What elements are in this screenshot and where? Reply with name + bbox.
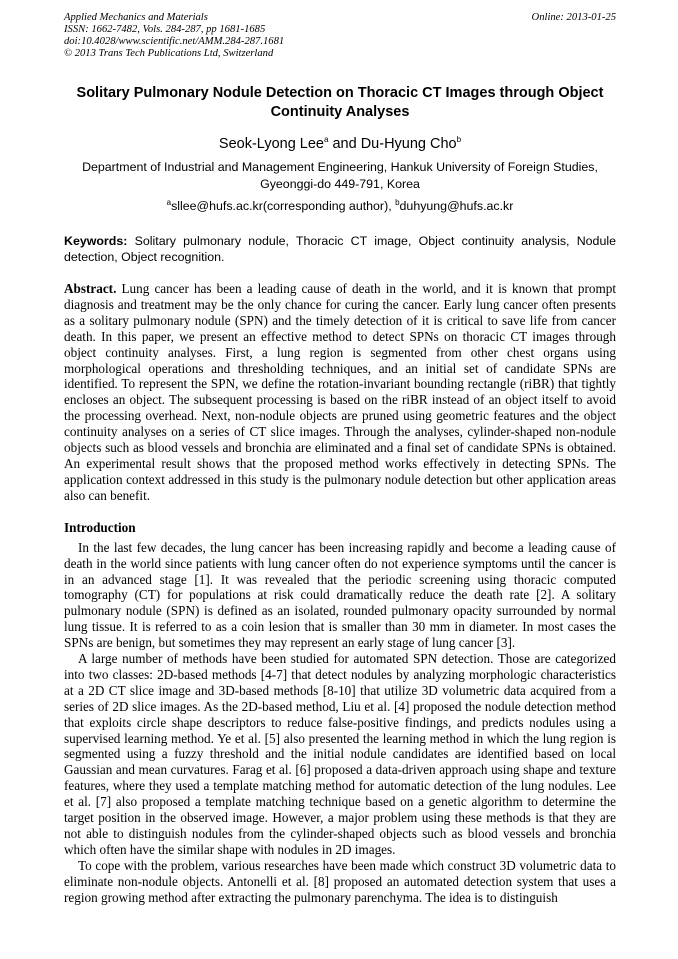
email-address: duhyung@hufs.ac.kr — [399, 199, 514, 213]
affiliation: Department of Industrial and Management Engineering, Hankuk University of Foreign Studies, Gyeonggi-do 449-791, Korea — [82, 160, 598, 191]
email-address: sllee@hufs.ac.kr(corresponding author), — [171, 199, 396, 213]
email-superscript: b — [395, 197, 400, 207]
online-date: Online: 2013-01-25 — [531, 12, 616, 23]
author-name: Du-Hyung Cho — [360, 136, 457, 152]
journal-header — [64, 12, 616, 62]
copyright-line: © 2013 Trans Tech Publications Ltd, Switzerland — [64, 48, 274, 59]
paper-title: Solitary Pulmonary Nodule Detection on Thoracic CT Images through Object Continuity Analyses — [76, 85, 604, 120]
author-superscript: a — [324, 135, 329, 145]
abstract — [64, 281, 616, 504]
paper-page — [64, 12, 616, 906]
body-paragraph: In the last few decades, the lung cancer has been increasing rapidly and become a leading cause of death in the world since patients with lung cancer often do not experience symptoms until the cancer is in an advanced stage [1]. It was revealed that the periodic screening using thoracic computed tomography (CT) for populations at risk could dramatically reduce the death rate [2]. A solitary pulmonary nodule (SPN) is defined as an isolated, rounded pulmonary opacity surrounded by normal lung tissue. It is referred to as a coin lesion that is smaller than 30 mm in diameter. In most cases the SPNs are benign, but sometimes they may represent an early stage of lung cancer [3]. — [64, 539, 616, 651]
keywords — [64, 233, 616, 265]
email-line — [64, 198, 616, 215]
body-paragraph: A large number of methods have been studied for automated SPN detection. Those are categorized into two classes: 2D-based methods [4-7] that detect nodules by analyzing morphologic characteristics at a 2D CT slice image and 3D-based methods [8-10] that utilize 3D volumetric data acquired from a series of 2D slice images. As the 2D-based method, Liu et al. [4] proposed the nodule detection method that exploits circle shape descriptors to reduce false-positive findings, and predicts nodules using a supervised learning method. Ye et al. [5] also presented the learning method in which the lung region is segmented using a fuzzy threshold and the initial nodule candidates are identified based on local Gaussian and mean curvatures. Farag et al. [6] proposed a data-driven approach using shape and texture features, where they used a template matching method for automatic detection of the lung nodules. Lee et al. [7] also proposed a template matching technique based on a genetic algorithm to determine the target position in the observed image. However, a major problem using these methods is that they are not able to distinguish nodules from the cylinder-shaped objects such as blood vessels and bronchia which often have the similar shape with nodules in 2D images. — [64, 651, 616, 857]
keywords-label: Keywords: — [64, 234, 128, 248]
email-superscript: a — [166, 197, 172, 207]
author-name: Seok-Lyong Lee — [218, 136, 324, 152]
keywords-text: Solitary pulmonary nodule, Thoracic CT image, Object continuity analysis, Nodule detection, Object recognition. — [64, 234, 616, 264]
doi-line: doi:10.4028/www.scientific.net/AMM.284-287.1681 — [64, 36, 285, 47]
body-paragraph: To cope with the problem, various researches have been made which construct 3D volumetric data to eliminate non-nodule objects. Antonelli et al. [8] proposed an automated detection system that uses a region growing method after extracting the pulmonary parenchyma. The idea is to distinguish — [64, 857, 616, 905]
section-heading: Introduction — [64, 519, 136, 535]
author-conjunction: and — [328, 136, 361, 152]
issn-line: ISSN: 1662-7482, Vols. 284-287, pp 1681-1685 — [64, 24, 266, 35]
abstract-text: Lung cancer has been a leading cause of death in the world, and it is known that prompt diagnosis and treatment may be the only chance for curing the cancer. Early lung cancer often presents as a solitary pulmonary nodule (SPN) and the timely detection of it is critical to save life from cancer death. In this paper, we present an effective method to detect SPNs on thoracic CT images through object continuity analyses. First, a lung region is segmented from other chest organs using morphological operations and thresholding techniques, and an initial set of candidate SPNs are identified. To represent the SPN, we define the rotation-invariant bounding rectangle (riBR) that tightly encloses an object. The subsequent processing is based on the riBR instead of an object itself to avoid the processing overhead. Next, non-nodule objects are pruned using geometric features and the object continuity analyses on a series of CT slice images. Through the analyses, cylinder-shaped non-nodule objects such as blood vessels and bronchia are eliminated and a final set of candidate SPNs is obtained. An experimental result shows that the proposed method works effectively in detecting SPNs. The application context addressed in this study is the pulmonary nodule detection but other application areas also can benefit. — [64, 281, 616, 503]
abstract-label: Abstract. — [64, 281, 117, 296]
author-superscript: b — [456, 135, 462, 145]
author-line — [64, 135, 616, 153]
journal-name: Applied Mechanics and Materials — [64, 12, 208, 23]
